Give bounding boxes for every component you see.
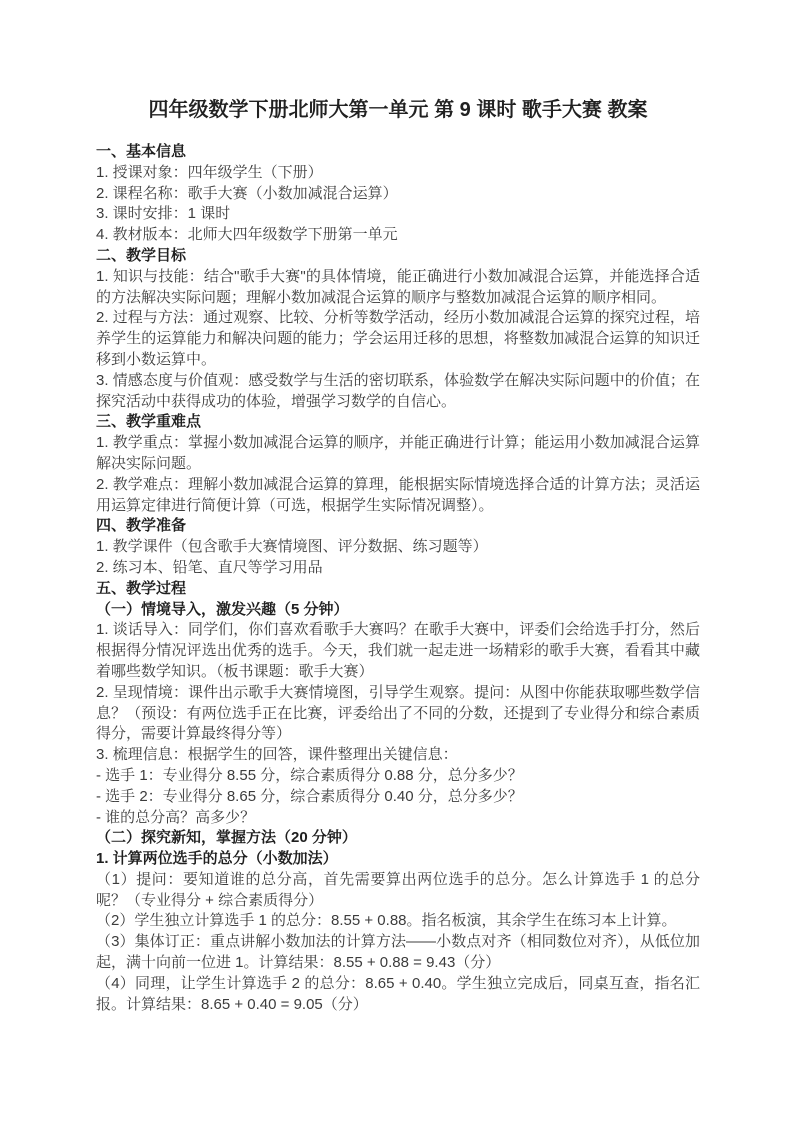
paragraph: 1. 教学重点：掌握小数加减混合运算的顺序，并能正确进行计算；能运用小数加减混合运算解决实际问题。 xyxy=(96,434,700,472)
paragraph: 2. 课程名称：歌手大赛（小数加减混合运算） xyxy=(96,184,398,202)
paragraph: （4）同理，让学生计算选手 2 的总分：8.65 + 0.40。学生独立完成后，同桌互查，指名汇报。计算结果：8.65 + 0.40 = 9.05（分） xyxy=(96,974,700,1013)
paragraph: - 选手 1：专业得分 8.55 分，综合素质得分 0.88 分，总分多少？ xyxy=(96,766,523,784)
document-body xyxy=(96,142,700,1015)
paragraph: 3. 情感态度与价值观：感受数学与生活的密切联系，体验数学在解决实际问题中的价值；在探究活动中获得成功的体验，增强学习数学的自信心。 xyxy=(96,371,700,410)
paragraph: （3）集体订正：重点讲解小数加法的计算方法——小数点对齐（相同数位对齐），从低位加起，满十向前一位进 1。计算结果：8.55 + 0.88 = 9.43（分） xyxy=(96,933,700,972)
paragraph: 1. 授课对象：四年级学生（下册） xyxy=(96,163,323,181)
section-heading: 一、基本信息 xyxy=(96,143,187,160)
paragraph: 2. 呈现情境：课件出示歌手大赛情境图，引导学生观察。提问：从图中你能获取哪些数学信息？（预设：有两位选手正在比赛，评委给出了不同的分数，还提到了专业得分和综合素质得分，需要计算最终得分等） xyxy=(96,683,700,743)
document-title: 四年级数学下册北师大第一单元 第 9 课时 歌手大赛 教案 xyxy=(148,99,648,121)
paragraph: 1. 知识与技能：结合"歌手大赛"的具体情境，能正确进行小数加减混合运算，并能选择合适的方法解决实际问题；理解小数加减混合运算的顺序与整数加减混合运算的顺序相同。 xyxy=(96,267,700,306)
paragraph: 2. 练习本、铅笔、直尺等学习用品 xyxy=(96,558,323,576)
paragraph: 2. 教学难点：理解小数加减混合运算的算理，能根据实际情境选择合适的计算方法；灵活运用运算定律进行简便计算（可选，根据学生实际情况调整）。 xyxy=(96,475,700,514)
section-heading: 三、教学重难点 xyxy=(96,413,202,431)
paragraph: 4. 教材版本：北师大四年级数学下册第一单元 xyxy=(96,226,398,244)
paragraph: - 谁的总分高？高多少？ xyxy=(96,808,256,826)
section-heading: 二、教学目标 xyxy=(96,246,187,264)
paragraph: 3. 课时安排：1 课时 xyxy=(96,205,231,223)
section-heading: 五、教学过程 xyxy=(96,579,187,597)
section-heading: 1. 计算两位选手的总分（小数加法） xyxy=(96,850,338,868)
paragraph: 3. 梳理信息：根据学生的回答，课件整理出关键信息： xyxy=(96,746,458,764)
paragraph: （1）提问：要知道谁的总分高，首先需要算出两位选手的总分。怎么计算选手 1 的总分呢？（专业得分 + 综合素质得分） xyxy=(96,870,700,909)
section-heading: 四、教学准备 xyxy=(96,517,187,535)
paragraph: 1. 谈话导入：同学们，你们喜欢看歌手大赛吗？在歌手大赛中，评委们会给选手打分，然后根据得分情况评选出优秀的选手。今天，我们就一起走进一场精彩的歌手大赛，看看其中藏着哪些数学知识。（板书课题：歌手大赛） xyxy=(96,621,700,680)
section-heading: （二）探究新知，掌握方法（20 分钟） xyxy=(96,829,357,847)
paragraph: 2. 过程与方法：通过观察、比较、分析等数学活动，经历小数加减混合运算的探究过程，培养学生的运算能力和解决问题的能力；学会运用迁移的思想，将整数加减混合运算的知识迁移到小数运算中。 xyxy=(96,309,700,368)
paragraph: （2）学生独立计算选手 1 的总分：8.55 + 0.88。指名板演，其余学生在练习本上计算。 xyxy=(96,912,677,930)
paragraph: 1. 教学课件（包含歌手大赛情境图、评分数据、练习题等） xyxy=(96,538,488,556)
paragraph: - 选手 2：专业得分 8.65 分，综合素质得分 0.40 分，总分多少？ xyxy=(96,787,523,805)
section-heading: （一）情境导入，激发兴趣（5 分钟） xyxy=(96,600,349,618)
